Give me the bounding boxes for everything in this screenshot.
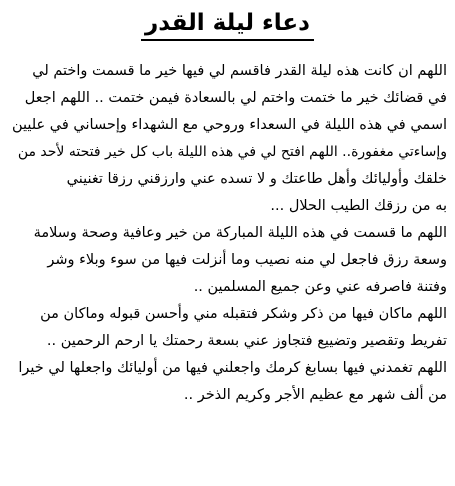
- prayer-text: [8, 58, 447, 409]
- text-line: اللهم ماكان فيها من ذكر وشكر فتقبله مني وأحسن قبوله وماكان من: [40, 306, 447, 322]
- text-line: تفريط وتقصير وتضييع فتجاوز عني بسعة رحمتك يا ارحم الرحمين ..: [46, 333, 447, 349]
- text-line: وسعة رزق فاجعل لي منه نصيب وما أنزلت فيها من سوء وبلاء وشر: [47, 252, 447, 268]
- text-line: وإساءتي مغفورة.. اللهم افتح لي في هذه الليلة باب كل خير فتحته لأحد من: [17, 144, 447, 160]
- text-line: وفتنة فاصرفه عني وعن جميع المسلمين ..: [193, 279, 447, 295]
- text-line: به من رزقك الطيب الحلال ...: [270, 198, 447, 214]
- text-line: في قضائك خير ما ختمت واختم لي بالسعادة فيمن ختمت .. اللهم اجعل: [24, 90, 447, 106]
- text-line: اللهم ما قسمت في هذه الليلة المباركة من خير وعافية وصحة وسلامة: [33, 225, 447, 241]
- text-line: من ألف شهر مع عظيم الأجر وكريم الذخر ..: [183, 387, 447, 403]
- text-line: اللهم تغمدني فيها بسابغ كرمك واجعلني فيها من أوليائك واجعلها لي خيرا: [18, 360, 447, 376]
- text-line: خلقك وأوليائك وأهل طاعتك و لا تسده عني وارزقني رزقا تغنيني: [66, 171, 447, 187]
- document-title: دعاء ليلة القدر: [141, 8, 314, 41]
- text-line: اللهم ان كانت هذه ليلة القدر فاقسم لي فيها خير ما قسمت واختم لي: [32, 63, 447, 79]
- title-container: [0, 8, 455, 41]
- text-line: اسمي في هذه الليلة في السعداء وروحي مع الشهداء وإحساني في عليين: [11, 117, 447, 133]
